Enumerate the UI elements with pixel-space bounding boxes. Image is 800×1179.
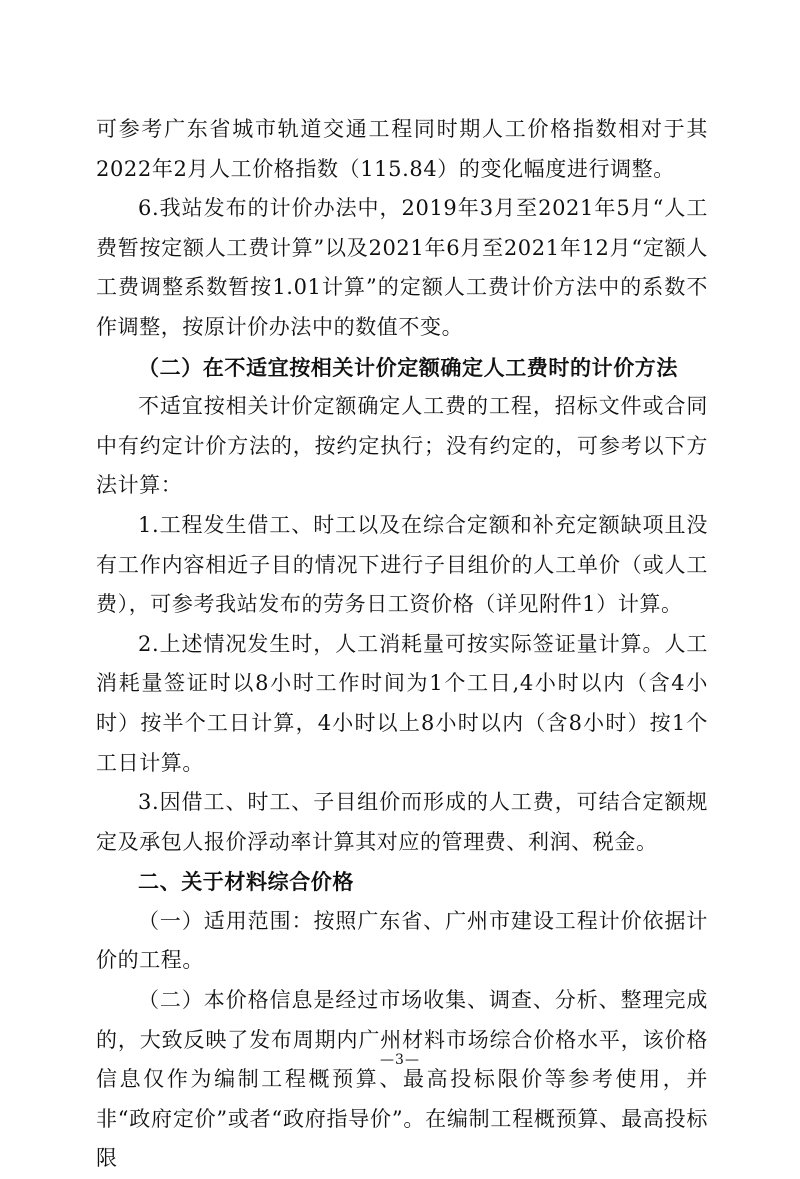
paragraph-continuation: 可参考广东省城市轨道交通工程同时期人工价格指数相对于其2022年2月人工价格指数（115.84）的变化幅度进行调整。	[96, 117, 708, 181]
paragraph-item-3: 3.因借工、时工、子目组价而形成的人工费，可结合定额规定及承包人报价浮动率计算其对应的管理费、利润、税金。	[96, 790, 708, 854]
chapter-heading-materials: 二、关于材料综合价格	[138, 869, 354, 895]
paragraph-price-info: （二）本价格信息是经过市场收集、调查、分析、整理完成的，大致反映了发布周期内广州材料市场综合价格水平，该价格信息仅作为编制工程概预算、最高投标限价等参考使用，并非“政府定价”或者“政府指导价”。在编制工程概预算、最高投标限	[96, 988, 708, 1171]
page-number: —3—	[380, 1052, 420, 1068]
paragraph-scope: （一）适用范围：按照广东省、广州市建设工程计价依据计价的工程。	[96, 908, 708, 973]
paragraph-item-1: 1.工程发生借工、时工以及在综合定额和补充定额缺项且没有工作内容相近子目的情况下进行子目组价的人工单价（或人工费），可参考我站发布的劳务日工资价格（详见附件1）计算。	[96, 512, 708, 617]
paragraph-item-6: 6.我站发布的计价办法中，2019年3月至2021年5月“人工费暂按定额人工费计算”以及2021年6月至2021年12月“定额人工费调整系数暂按1.01计算”的定额人工费计价方法中的系数不作调整，按原计价办法中的数值不变。	[96, 196, 708, 339]
section-heading-2: （二）在不适宜按相关计价定额确定人工费时的计价方法	[138, 354, 678, 380]
body-text	[96, 110, 708, 1179]
paragraph-item-2: 2.上述情况发生时，人工消耗量可按实际签证量计算。人工消耗量签证时以8小时工作时间为1个工日,4小时以内（含4小时）按半个工日计算，4小时以上8小时以内（含8小时）按1个工日计算。	[96, 631, 708, 775]
paragraph-intro: 不适宜按相关计价定额确定人工费的工程，招标文件或合同中有约定计价方法的，按约定执行；没有约定的，可参考以下方法计算：	[96, 394, 708, 498]
